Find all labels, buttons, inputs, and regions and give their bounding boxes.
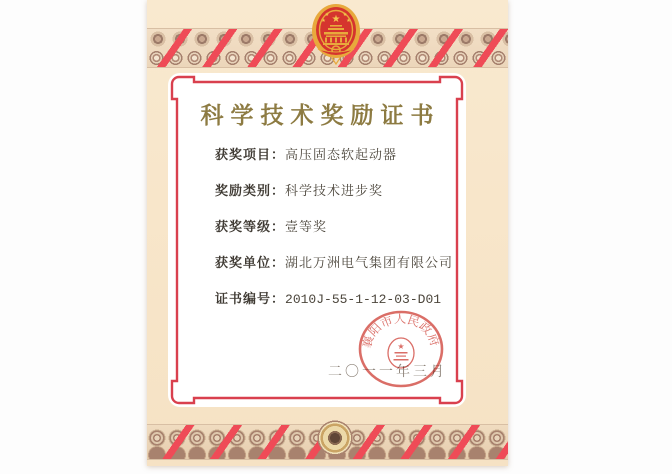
- field-award-grade: [215, 217, 448, 237]
- seal-text: 襄阳市人民政府: [361, 313, 440, 350]
- field-value: 湖北万洲电气集团有限公司: [285, 255, 454, 270]
- svg-text:★: ★: [331, 14, 341, 25]
- field-award-category: [215, 181, 448, 201]
- field-value: 高压固态软起动器: [285, 147, 398, 162]
- field-value: 2010J-55-1-12-03-D01: [285, 292, 442, 307]
- government-seal-icon: [356, 308, 446, 390]
- field-label: 获奖项目：: [215, 147, 286, 162]
- fields-list: [215, 145, 454, 310]
- svg-text:★: ★: [342, 12, 348, 18]
- certificate-panel: [168, 73, 466, 407]
- field-award-project: [215, 145, 448, 165]
- svg-text:★: ★: [397, 342, 405, 351]
- china-national-emblem-icon: [311, 2, 361, 66]
- certificate: [147, 0, 508, 466]
- field-value: 壹等奖: [285, 219, 328, 234]
- svg-text:★: ★: [321, 18, 326, 24]
- field-label: 获奖单位：: [215, 255, 286, 270]
- field-label: 获奖等级：: [215, 219, 286, 234]
- field-value: 科学技术进步奖: [285, 183, 384, 198]
- issue-date: 二〇一一年三月: [328, 365, 447, 380]
- certificate-title: 科学技术奖励证书: [200, 103, 441, 128]
- bottom-ornament-band: [147, 424, 508, 460]
- sunflower-rosette-icon: [317, 420, 353, 456]
- field-label: 奖励类别：: [215, 183, 286, 198]
- field-certificate-number: [215, 289, 448, 310]
- svg-text:★: ★: [324, 12, 330, 18]
- field-label: 证书编号：: [215, 291, 286, 306]
- svg-text:★: ★: [346, 18, 351, 24]
- field-award-unit: [215, 253, 454, 273]
